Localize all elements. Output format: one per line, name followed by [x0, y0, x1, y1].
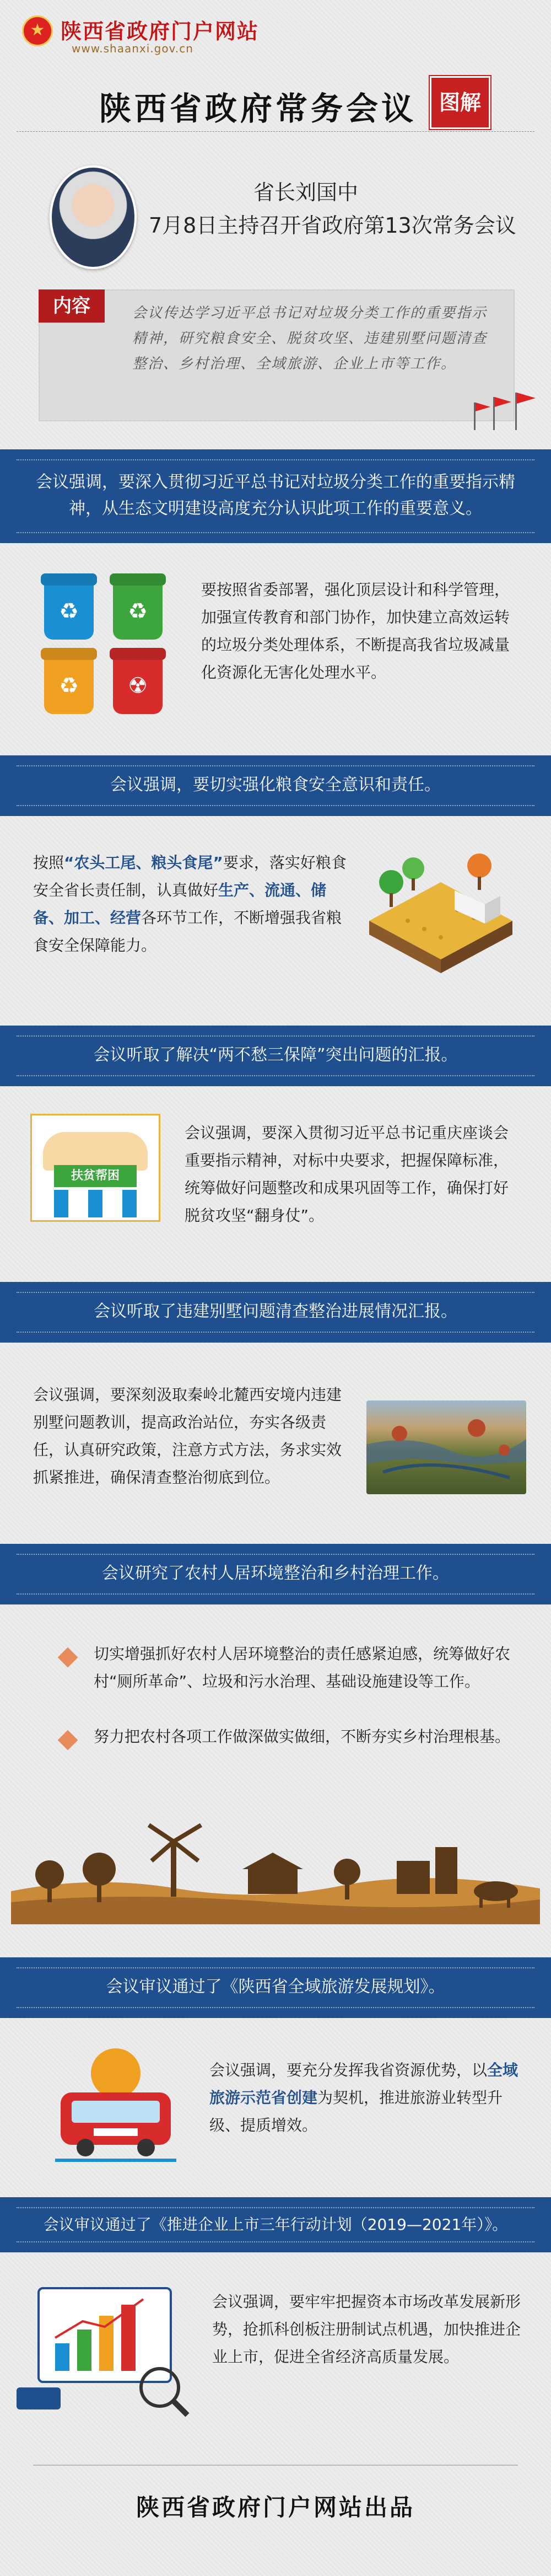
poverty-relief-sign: 扶贫帮困: [54, 1165, 137, 1187]
rural-landscape-illustration: [11, 1808, 540, 1924]
meeting-info: 7月8日主持召开省政府第13次常务会议: [149, 213, 516, 238]
section-band-text: 会议听取了违建别墅问题清查整治进展情况汇报。: [94, 1302, 457, 1321]
site-header: [0, 0, 551, 66]
section-band-text: 会议强调，要深入贯彻习近平总书记对垃圾分类工作的重要指示精神，从生态文明建设高度充分认识此项工作的重要意义。: [36, 473, 515, 518]
section-text-grain: 按照“农头工尾、粮头食尾”要求，落实好粮食安全省长责任制，认真做好生产、流通、储备、加工、经营各环节工作，不断增强我省粮食安全保障能力。: [33, 854, 347, 954]
hazardous-bin-icon: ☢: [113, 653, 163, 714]
kitchen-waste-bin-icon: ♻: [113, 579, 163, 640]
governor-portrait: [50, 165, 137, 269]
section-band-grain: [0, 755, 551, 816]
section-band-tourism: [0, 1957, 551, 2018]
tour-bus-illustration: [44, 2040, 187, 2167]
rural-point-1: 切实增强抓好农村人居环境整治的责任感紧迫感，统筹做好农村“厕所革命”、垃圾和污水治理、基础设施建设等工作。: [94, 1645, 511, 1690]
other-waste-bin-icon: ♻: [44, 653, 94, 714]
red-flags-icon: [468, 386, 545, 430]
bullet-diamond-icon: [58, 1730, 78, 1751]
site-url[interactable]: www.shaanxi.gov.cn: [72, 42, 193, 55]
footer-producer: 陕西省政府门户网站出品: [136, 2494, 415, 2521]
qinling-photo: [366, 1400, 526, 1494]
section-band-text: 会议研究了农村人居环境整治和乡村治理工作。: [102, 1564, 449, 1583]
page-title: 陕西省政府常务会议: [99, 90, 417, 127]
governor-name: 省长刘国中: [253, 180, 359, 205]
section-band-text: 会议强调，要切实强化粮食安全意识和责任。: [110, 775, 441, 795]
poverty-relief-illustration: [30, 1114, 160, 1222]
national-emblem-icon: [22, 15, 53, 46]
recycle-bin-icon: ♻: [44, 579, 94, 640]
section-text-listing: 会议强调，要牢牢把握资本市场改革发展新形势，抢抓科创板注册制试点机遇，加快推进企业上市，促进全省经济高质量发展。: [212, 2293, 521, 2366]
section-band-villas: [0, 1282, 551, 1343]
section-text-villas: 会议强调，要深刻汲取秦岭北麓西安境内违建别墅问题教训，提高政治站位，夯实各级责任，认真研究政策，注意方式方法，务求实效抓紧推进，确保清查整治彻底到位。: [33, 1386, 342, 1486]
footer-divider: [33, 2465, 518, 2466]
site-name[interactable]: 陕西省政府门户网站: [61, 19, 260, 44]
section-band-rural: [0, 1544, 551, 1604]
section-band-poverty: [0, 1026, 551, 1086]
section-band-text: 会议审议通过了《陕西省全域旅游发展规划》。: [106, 1977, 445, 1997]
section-text-tourism: 会议强调，要充分发挥我省资源优势，以全域旅游示范省创建为契机，推进旅游业转型升级、提质增效。: [209, 2061, 518, 2134]
section-text-poverty: 会议强调，要深入贯彻习近平总书记重庆座谈会重要指示精神，对标中央要求，把握保障标准，统筹做好问题整改和成果巩固等工作，确保打好脱贫攻坚“翻身仗”。: [185, 1124, 509, 1225]
section-band-garbage: [0, 449, 551, 543]
section-band-text: 会议听取了解决“两不愁三保障”突出问题的汇报。: [93, 1045, 458, 1065]
section-band-listing: [0, 2197, 551, 2252]
farm-truck-illustration: [358, 838, 523, 981]
rural-point-2: 努力把农村各项工作做深做实做细，不断夯实乡村治理根基。: [94, 1727, 511, 1746]
section-text-garbage: 要按照省委部署，强化顶层设计和科学管理，加强宣传教育和部门协作，加快建立高效运转的垃圾分类处理体系，不断提高我省垃圾减量化资源化无害化处理水平。: [201, 581, 510, 681]
bullet-diamond-icon: [58, 1647, 78, 1668]
stock-chart-illustration: [17, 2277, 193, 2421]
section-band-text: 会议审议通过了《推进企业上市三年行动计划（2019—2021年）》。: [43, 2215, 508, 2234]
infographic-tag: 图解: [430, 76, 490, 129]
content-text: 会议传达学习近平总书记对垃圾分类工作的重要指示精神，研究粮食安全、脱贫攻坚、违建别墅问题清查整治、乡村治理、全域旅游、企业上市等工作。: [132, 305, 488, 372]
content-label: 内容: [39, 289, 105, 323]
